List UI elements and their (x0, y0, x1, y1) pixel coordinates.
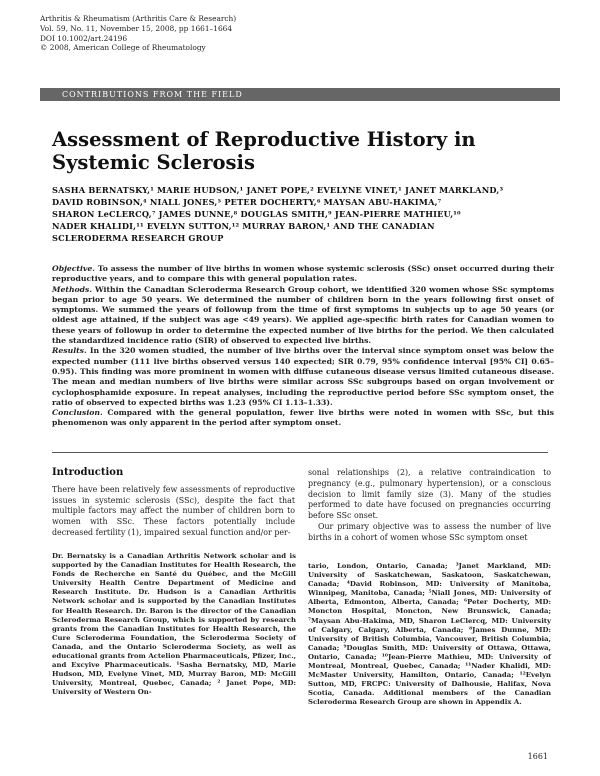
conclusion-label: Conclusion. (52, 408, 103, 418)
intro-paragraph-continued: sonal relationships (2), a relative contraindication to pregnancy (e.g., pulmonary hypertension), or a conscious decision to limit family size (3). Many of the studies performed to date have focused on pregnancies occurring before SSc onset. (308, 468, 551, 521)
body-column-left (52, 468, 295, 539)
objective-text: To assess the number of live births in women whose systemic sclerosis (SSc) onset occurred during their reproductive years, and to compare this with general population rates. (52, 264, 554, 284)
section-banner (40, 88, 560, 101)
intro-paragraph-objective: Our primary objective was to assess the number of live births in a cohort of women whose SSc symptom onset (308, 521, 551, 542)
abstract-divider (52, 452, 548, 453)
title-line-1: Assessment of Reproductive History in (52, 128, 476, 151)
author-list (52, 184, 552, 244)
abstract-objective (52, 264, 554, 285)
footnote-left: Dr. Bernatsky is a Canadian Arthritis Network scholar and is supported by the Canadian Institutes for Health Research, the Fonds de Recherche en Santé du Québec, and the McGill University Health Centre Department of Medicine and Research Institute. Dr. Hudson is a Canadian Arthritis Network scholar and is supported by the Canadian Institutes for Health Research. Dr. Baron is the director of the Canadian Scleroderma Research Group, which is supported by research grants from the Canadian Institutes for Health Research, the Cure Scleroderma Foundation, the Scleroderma Society of Canada, and the Ontario Scleroderma Society, as well as educational grants from Actelion Pharmaceuticals, Pfizer, Inc., and Excyive Pharmaceuticals. ¹Sasha Bernatsky, MD, Marie Hudson, MD, Evelyne Vinet, MD, Murray Baron, MD: McGill University, Montreal, Quebec, Canada; ² Janet Pope, MD: University of Western On- (52, 552, 296, 697)
journal-doi: DOI 10.1002/art.24196 (40, 33, 128, 43)
body-column-right (308, 468, 551, 544)
abstract-results (52, 346, 554, 408)
abstract-methods (52, 285, 554, 347)
journal-volume: Vol. 59, No. 11, November 15, 2008, pp 1661–1664 (40, 23, 233, 33)
objective-label: Objective. (52, 264, 95, 273)
abstract (52, 264, 554, 429)
article-title (52, 128, 532, 174)
methods-text: Within the Canadian Scleroderma Research Group cohort, we identified 320 women whose SSc symptoms began prior to age 50 years. We determined the number of children born in the years following first onset of symptoms. We summed the years of followup from the time of first symptoms in subjects up to age 50 years (or oldest age attained, if the subject was age <49 years). We applied age-specific birth rates for Canadian women to these years of followup in order to determine the expected number of live births for the period. We then calculated the standardized incidence ratio (SIR) of observed to expected live births. (52, 284, 554, 346)
author-line: SHARON LeCLERCQ,⁷ JAMES DUNNE,⁸ DOUGLAS SMITH,⁹ JEAN-PIERRE MATHIEU,¹⁰ (52, 209, 461, 219)
title-line-2: Systemic Sclerosis (52, 151, 255, 174)
author-line: SASHA BERNATSKY,¹ MARIE HUDSON,¹ JANET POPE,² EVELYNE VINET,¹ JANET MARKLAND,³ (52, 185, 504, 195)
intro-heading: Introduction (52, 467, 124, 478)
author-line: SCLERODERMA RESEARCH GROUP (52, 233, 224, 243)
intro-paragraph: There have been relatively few assessments of reproductive issues in systemic sclerosis (SSc), despite the fact that multiple factors may affect the number of children born to women with SSc. These factors potentially include decreased fertility (1), impaired sexual function and/or per- (52, 484, 295, 537)
footnote-right: tario, London, Ontario, Canada; ³Janet Markland, MD: University of Saskatchewan, Saskatoon, Saskatchewan, Canada; ⁴David Robinson, MD: University of Manitoba, Winnipeg, Manitoba, Canada; ⁵Niall Jones, MD: University of Alberta, Edmonton, Alberta, Canada; ⁶Peter Docherty, MD: Moncton Hospital, Moncton, New Brunswick, Canada; ⁷Maysan Abu-Hakima, MD, Sharon LeClercq, MD: University of Calgary, Calgary, Alberta, Canada; ⁸James Dunne, MD: University of British Columbia, Vancouver, British Columbia, Canada; ⁹Douglas Smith, MD: University of Ottawa, Ottawa, Ontario, Canada; ¹⁰Jean-Pierre Mathieu, MD: University of Montreal, Montreal, Quebec, Canada; ¹¹Nader Khalidi, MD: McMaster University, Hamilton, Ontario, Canada; ¹²Evelyn Sutton, MD, FRCPC: University of Dalhousie, Halifax, Nova Scotia, Canada. Additional members of the Canadian Scleroderma Research Group are shown in Appendix A. (308, 562, 551, 707)
conclusion-text: Compared with the general population, fewer live births were noted in women with SSc, but this phenomenon was only apparent in the period after symptom onset. (52, 408, 554, 428)
results-text: In the 320 women studied, the number of live births over the interval since symptom onset was below the expected number (111 live births observed versus 140 expected; SIR 0.79, 95% confidence interval [95% CI] 0.65–0.95). This finding was more prominent in women with diffuse cutaneous disease versus limited cutaneous disease. The mean and median numbers of live births were similar across SSc subgroups based on organ involvement or cyclophosphamide exposure. In repeat analyses, including the reproductive period before SSc symptom onset, the ratio of observed to expected births was 1.23 (95% CI 1.13–1.33). (52, 346, 554, 407)
page-number: 1661 (527, 752, 548, 761)
journal-name: Arthritis & Rheumatism (Arthritis Care & Research) (40, 14, 237, 23)
author-line: NADER KHALIDI,¹¹ EVELYN SUTTON,¹² MURRAY BARON,¹ AND THE CANADIAN (52, 221, 435, 231)
author-line: DAVID ROBINSON,⁴ NIALL JONES,⁵ PETER DOCHERTY,⁶ MAYSAN ABU-HAKIMA,⁷ (52, 197, 442, 207)
abstract-conclusion (52, 408, 554, 429)
results-label: Results. (52, 346, 87, 356)
section-label: CONTRIBUTIONS FROM THE FIELD (62, 90, 243, 99)
methods-label: Methods. (52, 284, 93, 294)
journal-copyright: © 2008, American College of Rheumatology (40, 43, 206, 53)
journal-info (40, 14, 236, 53)
